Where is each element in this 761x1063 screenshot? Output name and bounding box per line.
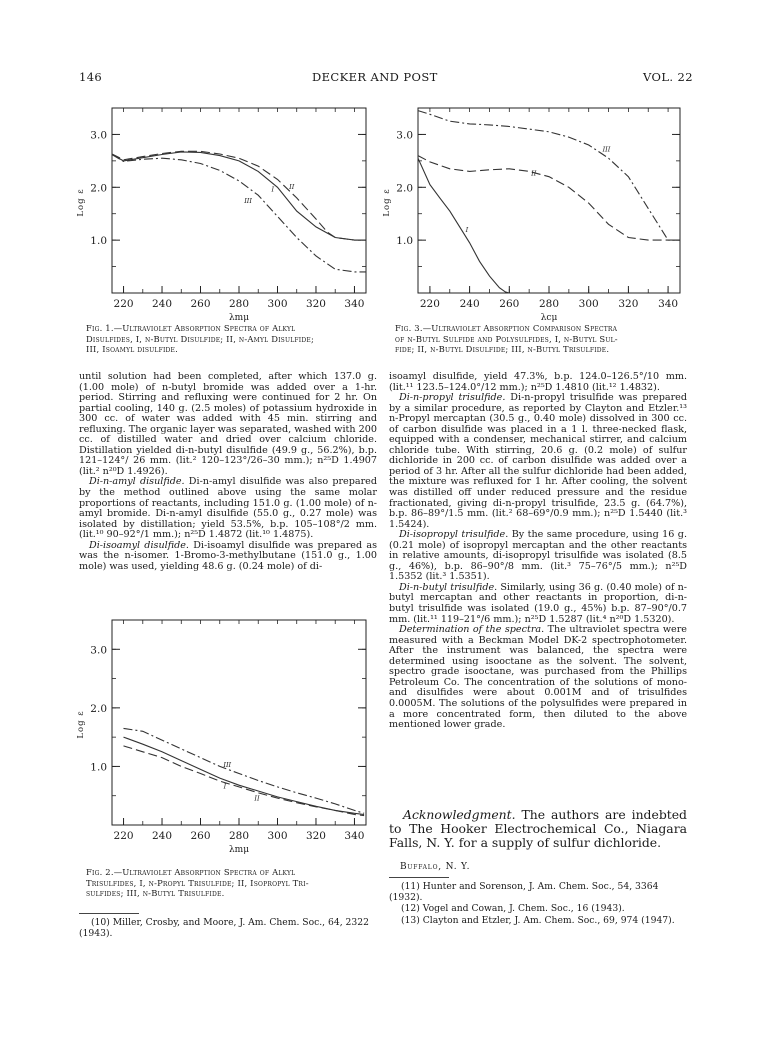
x-tick-label: 220: [113, 298, 134, 310]
page-number: 146: [79, 70, 103, 84]
y-tick-label: 3.0: [396, 129, 413, 142]
x-tick-label: 240: [152, 298, 173, 310]
series-line-I: [124, 737, 365, 814]
series-line-III: [112, 155, 366, 272]
x-tick-label: 300: [267, 298, 288, 310]
y-tick-label: 2.0: [396, 182, 413, 195]
plot-frame: [112, 108, 366, 293]
x-tick-label: 320: [305, 298, 326, 310]
figure-1-caption: Fig. 1.—Ultraviolet Absorption Spectra of Alkyl Disulfides, I, n-Butyl Disulfide; II, n-Amyl Disulfide; III, Isoamyl disulfide.: [86, 323, 314, 354]
series-line-II: [112, 151, 366, 240]
series-label: I: [465, 226, 469, 235]
left-footnote: (10) Miller, Crosby, and Moore, J. Am. Chem. Soc., 64, 2322 (1943).: [79, 917, 369, 939]
footnote-rule: [79, 913, 139, 914]
references-list: [389, 882, 687, 927]
x-tick-label: 220: [419, 298, 440, 310]
series-line-I: [112, 152, 366, 240]
figure-3-chart: [382, 100, 688, 328]
series-label: I: [271, 185, 275, 194]
series-label: III: [223, 760, 232, 769]
plot-frame: [112, 620, 366, 825]
y-tick-label: 1.0: [396, 235, 413, 248]
x-tick-label: 320: [305, 830, 326, 842]
y-axis-label: Log ε: [76, 188, 86, 217]
figure-1-chart: [76, 100, 374, 328]
x-tick-label: 340: [658, 298, 679, 310]
x-tick-label: 340: [344, 298, 365, 310]
x-tick-label: 220: [113, 830, 134, 842]
x-tick-label: 320: [618, 298, 639, 310]
reference-item: (13) Clayton and Etzler, J. Am. Chem. Soc., 69, 974 (1947).: [401, 914, 675, 926]
series-line-III: [418, 111, 680, 241]
y-tick-label: 3.0: [90, 644, 107, 657]
reference-item: (11) Hunter and Sorenson, J. Am. Chem. Soc., 54, 3364 (1932).: [389, 881, 659, 903]
references-rule: [389, 877, 449, 878]
series-line-I: [418, 158, 509, 293]
y-tick-label: 2.0: [90, 702, 107, 715]
series-label: I: [223, 782, 227, 791]
x-tick-label: 260: [190, 298, 211, 310]
x-tick-label: 240: [152, 830, 173, 842]
paragraph: Di-n-amyl disulfide. Di-n-amyl disulfide was also prepared by the method outlined above using the same molar proportions of reactants, including 151.0 g. (1.00 mole) of n-amyl bromide. Di-n-amyl disulfide (55.0 g., 0.27 mole) was isolated by distillation; yield 53.5%, b.p. 105–108°/2 mm. (lit.¹⁰ 90–92°/1 mm.); n²⁵D 1.4872 (lit.¹⁰ 1.4875).: [79, 476, 377, 541]
paragraph: isoamyl disulfide, yield 47.3%, b.p. 124.0–126.5°/10 mm. (lit.¹¹ 123.5–124.0°/12 mm.); n²⁵D 1.4810 (lit.¹² 1.4832).: [389, 371, 687, 393]
figure-3-caption: Fig. 3.—Ultraviolet Absorption Comparison Spectra of n-Butyl Sulfide and Polysulfides, I, n-Butyl Sul- fide; II, n-Butyl Disulfide; III, n-Butyl Trisulfide.: [395, 323, 618, 354]
volume-label: VOL. 22: [643, 70, 693, 84]
x-tick-label: 280: [228, 298, 250, 310]
paragraph: Determination of the spectra. The ultraviolet spectra were measured with a Beckman Model DK-2 spectrophotometer. After the instrument was balanced, the spectra were determined using isooctane as the solvent. The solvent, spectro grade isooctane, was purchased from the Phillips Petroleum Co. The concentration of the solutions of mono- and disulfides were about 0.001M and of trisulfides 0.0005M. The solutions of the polysulfides were prepared in a more concentrated form, then diluted to the above mentioned lower grade.: [389, 624, 687, 731]
series-label: II: [254, 794, 260, 803]
series-line-III: [124, 728, 365, 813]
paragraph: Di-isoamyl disulfide. Di-isoamyl disulfide was prepared as was the n-isomer. 1-Bromo-3-methylbutane (151.0 g., 1.00 mole) was used, yielding 48.6 g. (0.24 mole) of di-: [79, 539, 377, 572]
x-tick-label: 280: [228, 830, 250, 842]
paragraph: Di-n-butyl trisulfide. Similarly, using 36 g. (0.40 mole) of n-butyl mercaptan and other reactants in proportion, di-n-butyl trisulfide was isolated (19.0 g., 45%) b.p. 87–90°/0.7 mm. (lit.¹¹ 119–21°/6 mm.); n²⁵D 1.5287 (lit.⁴ n²⁰D 1.5320).: [389, 581, 687, 625]
y-axis-label: Log ε: [76, 710, 86, 739]
left-column-text: [79, 372, 377, 572]
x-tick-label: 340: [344, 830, 365, 842]
x-axis-label: λmμ: [228, 845, 250, 855]
paragraph: until solution had been completed, after which 137.0 g. (1.00 mole) of n-butyl bromide was added over a 1-hr. period. Stirring and refluxing were continued for 2 hr. On partial cooling, 140 g. (2.5 moles) of potassium hydroxide in 300 cc. of water was added with 45 min. stirring and refluxing. The organic layer was separated, washed with 200 cc. of distilled water and dried over calcium chloride. Distillation yielded di-n-butyl disulfide (49.9 g., 56.2%), b.p. 121–124°/ 26 mm. (lit.² 120–123°/26–30 mm.); n²⁵D 1.4907 (lit.² n²⁰D 1.4926).: [79, 371, 377, 477]
y-tick-label: 1.0: [90, 761, 107, 774]
plot-frame: [418, 108, 680, 293]
paragraph: Di-isopropyl trisulfide. By the same procedure, using 16 g. (0.21 mole) of isopropyl mercaptan and the other reactants in relative amounts, di-isopropyl trisulfide was isolated (8.5 g., 46%), b.p. 86–90°/8 mm. (lit.³ 75–76°/5 mm.); n²⁵D 1.5352 (lit.³ 1.5351).: [389, 529, 687, 583]
x-axis-label: λmμ: [228, 313, 250, 323]
series-line-II: [418, 156, 680, 241]
x-tick-label: 240: [459, 298, 480, 310]
y-tick-label: 3.0: [90, 129, 107, 142]
y-axis-label: Log ε: [382, 188, 392, 217]
series-label: II: [289, 182, 295, 191]
affiliation-place: Buffalo, N. Y.: [400, 862, 471, 872]
x-tick-label: 260: [499, 298, 520, 310]
reference-item: (12) Vogel and Cowan, J. Chem. Soc., 16 (1943).: [401, 903, 625, 915]
running-title: DECKER AND POST: [312, 70, 438, 84]
x-tick-label: 300: [267, 830, 288, 842]
series-label: III: [602, 145, 611, 154]
x-tick-label: 260: [190, 830, 211, 842]
y-tick-label: 2.0: [90, 182, 107, 195]
x-axis-label: λcμ: [540, 313, 558, 323]
series-label: III: [244, 197, 252, 206]
x-tick-label: 280: [538, 298, 560, 310]
series-label: II: [531, 169, 537, 178]
paragraph: Di-n-propyl trisulfide. Di-n-propyl trisulfide was prepared by a similar procedure, as reported by Clayton and Etzler.¹³ n-Propyl mercaptan (30.5 g., 0.40 mole) dissolved in 300 cc. of carbon disulfide was placed in a 1 l. three-necked flask, equipped with a condenser, mechanical stirrer, and calcium chloride tube. With stirring, 20.6 g. (0.2 mole) of sulfur dichloride in 200 cc. of carbon disulfide was added over a period of 3 hr. After all the sulfur dichloride had been added, the mixture was refluxed for 1 hr. After cooling, the solvent was distilled off under reduced pressure and the residue fractionated, giving di-n-propyl trisulfide, 23.5 g. (64.7%), b.p. 86–89°/1.5 mm. (lit.² 68–69°/0.9 mm.); n²⁵D 1.5440 (lit.³ 1.5424).: [389, 392, 687, 530]
figure-2-caption: Fig. 2.—Ultraviolet Absorption Spectra of Alkyl Trisulfides, I, n-Propyl Trisulfide; II, Isopropyl Tri- sulfides; III, n-Butyl Trisulfide.: [86, 867, 309, 898]
y-tick-label: 1.0: [90, 235, 107, 248]
series-line-II: [124, 746, 365, 816]
figure-2-chart: [76, 612, 374, 866]
right-column-text: [389, 372, 687, 731]
acknowledgment: Acknowledgment. The authors are indebted to The Hooker Electrochemical Co., Niagara Falls, N. Y. for a supply of sulfur dichloride.: [389, 807, 687, 851]
x-tick-label: 300: [578, 298, 599, 310]
